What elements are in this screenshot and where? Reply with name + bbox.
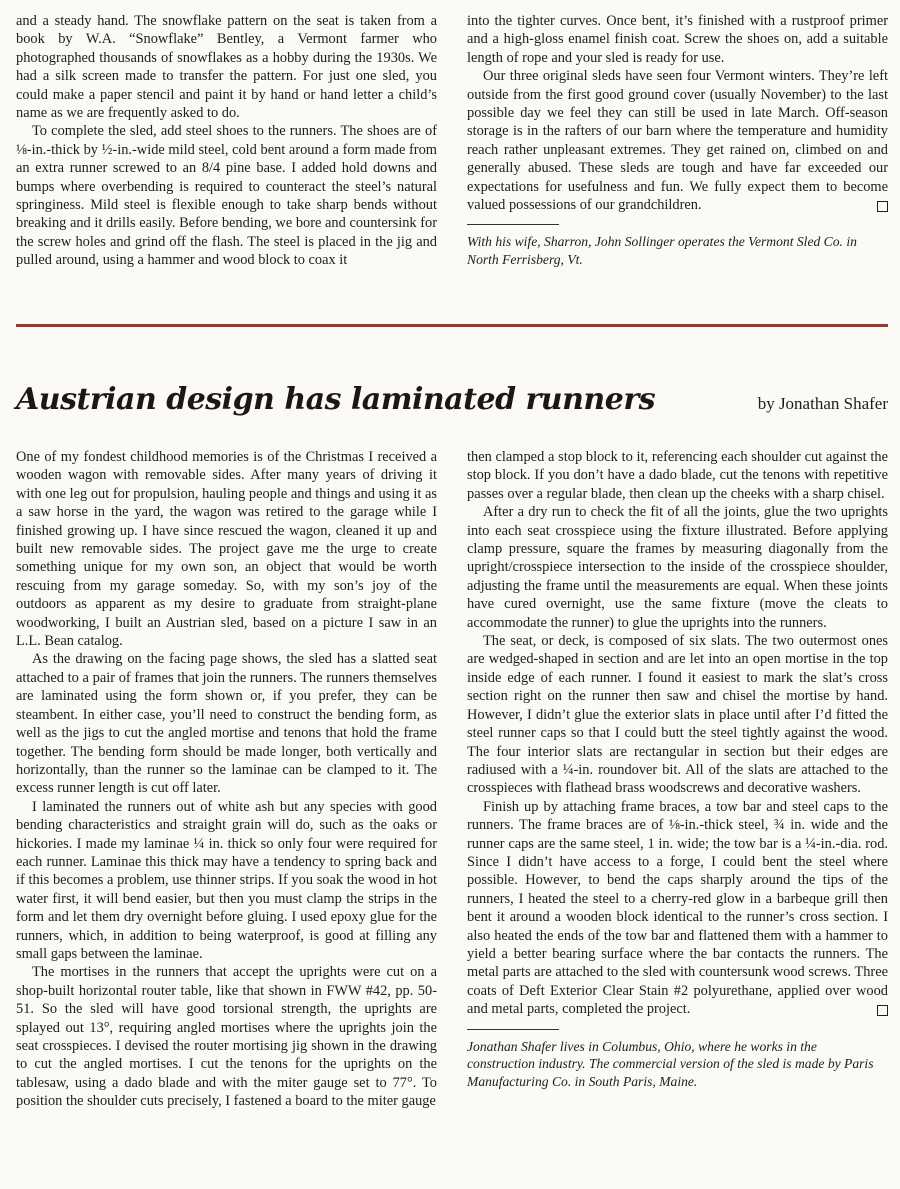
paragraph: I laminated the runners out of white ash but any species with good bending characteristics and straight grain will do, such as the oaks or hickories. I made my laminae ¼ in. thick so only four were required for each runner. Laminae this thick may have a tendency to spring back and if this becomes a problem, use thinner strips. If you soak the wood in hot water first, it will bend easier, but then you must clamp the strips in the form and let them dry overnight before gluing. I used epoxy glue for the runners, which, in addition to being waterproof, is good at filling any small gaps between the laminae. [16,798,437,962]
paragraph [467,67,888,214]
paragraph: To complete the sled, add steel shoes to the runners. The shoes are of ⅛-in.-thick by ½-in.-wide mild steel, cold bent around a form made from an extra runner screwed to an 8/4 pine base. I added hold downs and bumps where overbending is required to counteract the steel’s natural springiness. Mild steel is flexible enough to take sharp bends without breaking and it drills easily. Before bending, we bore and countersink for the screw holes and grind off the flash. The steel is placed in the jig and pulled around, using a hammer and wood block to coax it [16,123,437,269]
paragraph: One of my fondest childhood memories is of the Christmas I received a wooden wagon with removable sides. After many years of driving it with one leg out for propulsion, hauling people and things and using it as a saw horse in the yard, the wagon was retired to the garage while I finished growing up. I have since rescued the wagon, cleaned it up and built new removable sides. The project gave me the urge to create something unique for my own son, an object that would be worth rescuing from my garage someday. So, with my son’s joy of the outdoors as apparent as my desire to graduate from straight-plane woodworking, I built an Austrian sled, based on a picture I saw in an L.L. Bean catalog. [16,449,437,650]
end-of-article-icon [877,201,888,212]
paragraph: and a steady hand. The snowflake pattern on the seat is taken from a book by W.A. “Snowflake” Bentley, a Vermont farmer who photographed thousands of snowflakes as a hobby during the 1930s. We had a silk screen made to transfer the pattern. For just one sled, you could make a paper stencil and paint it by hand or hand letter a child’s name as we are frequently asked to do. [16,13,437,122]
bio-divider [467,224,559,225]
paragraph: The mortises in the runners that accept the uprights were cut on a shop-built horizontal router table, like that shown in FWW #42, pp. 50-51. So the sled will have good torsional strength, the uprights are splayed out 13°, requiring angled mortises where the uprights join the seat crosspieces. I devised the router mortising jig shown in the drawing to cut the angled mortises. I cut the tenons for the uprights on the tablesaw, using a dado blade and with the miter gauge set to 77°. To position the shoulder cuts precisely, I fastened a board to the miter gauge [16,964,437,1110]
article-header [16,378,888,428]
paragraph [467,798,888,1019]
previous-article-left-column [16,12,437,302]
article-right-column [467,448,888,1183]
paragraph: As the drawing on the facing page shows, the sled has a slatted seat attached to a pair of frames that join the runners. The runners themselves are laminated using the form shown or, if you prefer, they can be steambent. In either case, you’ll need to construct the bending form, as well as the jigs to cut the angled mortise and tenons that hold the frame together. The bending form should be made longer, both vertically and horizontally, than the runner so the laminae can be clamped to it. The excess runner length is cut off later. [16,651,437,797]
previous-article-right-column [467,12,888,302]
bio-divider [467,1029,559,1030]
end-of-article-icon [877,1005,888,1016]
paragraph: into the tighter curves. Once bent, it’s finished with a rustproof primer and a high-gloss enamel finish coat. Screw the shoes on, add a suitable length of rope and your sled is ready for use. [467,13,888,66]
article-left-column [16,448,437,1183]
section-divider [16,324,888,327]
paragraph-text: Finish up by attaching frame braces, a tow bar and steel caps to the runners. The frame braces are of ⅛-in.-thick steel, ¾ in. wide and the runner caps are the same steel, 1 in. wide; the tow bar is a ¼-in.-dia. rod. Since I didn’t have access to a forge, I could bent the steel where possible. However, to bend the caps sharply around the tips of the runners, I heated the steel to a cherry-red glow in a barbeque grill then bent it around a wooden block identical to the runner’s cross section. I also heated the ends of the tow bar and flattened them with a hammer to yield a better bearing surface where the bar contacts the runners. The metal parts are attached to the sled with countersunk wood screws. Three coats of Deft Exterior Clear Stain #2 polyurethane, applied over wood and metal parts, completed the project. [467,798,888,1018]
article-title: Austrian design has laminated runners [16,382,656,417]
author-bio: Jonathan Shafer lives in Columbus, Ohio, where he works in the construction industry. The commercial version of the sled is made by Paris Manufacturing Co. in South Paris, Maine. [467,1038,874,1089]
author-bio: With his wife, Sharron, John Sollinger operates the Vermont Sled Co. in North Ferrisberg, Vt. [467,234,857,268]
paragraph: After a dry run to check the fit of all the joints, glue the two uprights into each seat crosspiece using the fixture illustrated. Before applying clamp pressure, square the frames by measuring diagonally from the upright/crosspiece intersection to the inside of the crosspiece shoulder, adjusting the frame until the measurements are equal. When these joints have cured overnight, use the same fixture (move the cleats to accommodate the runner) to glue the uprights into the runners. [467,504,888,631]
article-body [16,448,888,1183]
paragraph: then clamped a stop block to it, referencing each shoulder cut against the stop block. If you don’t have a dado blade, cut the tenons with repetitive passes over a regular blade, then clean up the cheeks with a sharp chisel. [467,449,888,502]
previous-article [16,12,888,302]
paragraph: The seat, or deck, is composed of six slats. The two outermost ones are wedged-shaped in section and are let into an open mortise in the top inside edge of each runner. I found it easiest to mark the slat’s cross section right on the runner then saw and chisel the mortise by hand. However, I didn’t glue the exterior slats in place until after I’d fitted the steel runner caps so that I could butt the steel tightly against the wood. The four interior slats are rectangular in section but their edges are radiused with a ¼-in. roundover bit. All of the slats are attached to the crosspieces with flathead brass woodscrews and decorative washers. [467,633,888,797]
paragraph-text: Our three original sleds have seen four Vermont winters. They’re left outside from the first good ground cover (usually November) to the last possible day we feel they can still be used in late March. Off-season storage is in the rafters of our barn where the temperature and humidity reach rather unpleasant extremes. They get rained on, climbed on and generally abused. These sleds are tough and have far exceeded our expectations for usefulness and fun. We fully expect them to become valued possessions of our grandchildren. [467,68,888,214]
article-byline: by Jonathan Shafer [757,394,888,413]
